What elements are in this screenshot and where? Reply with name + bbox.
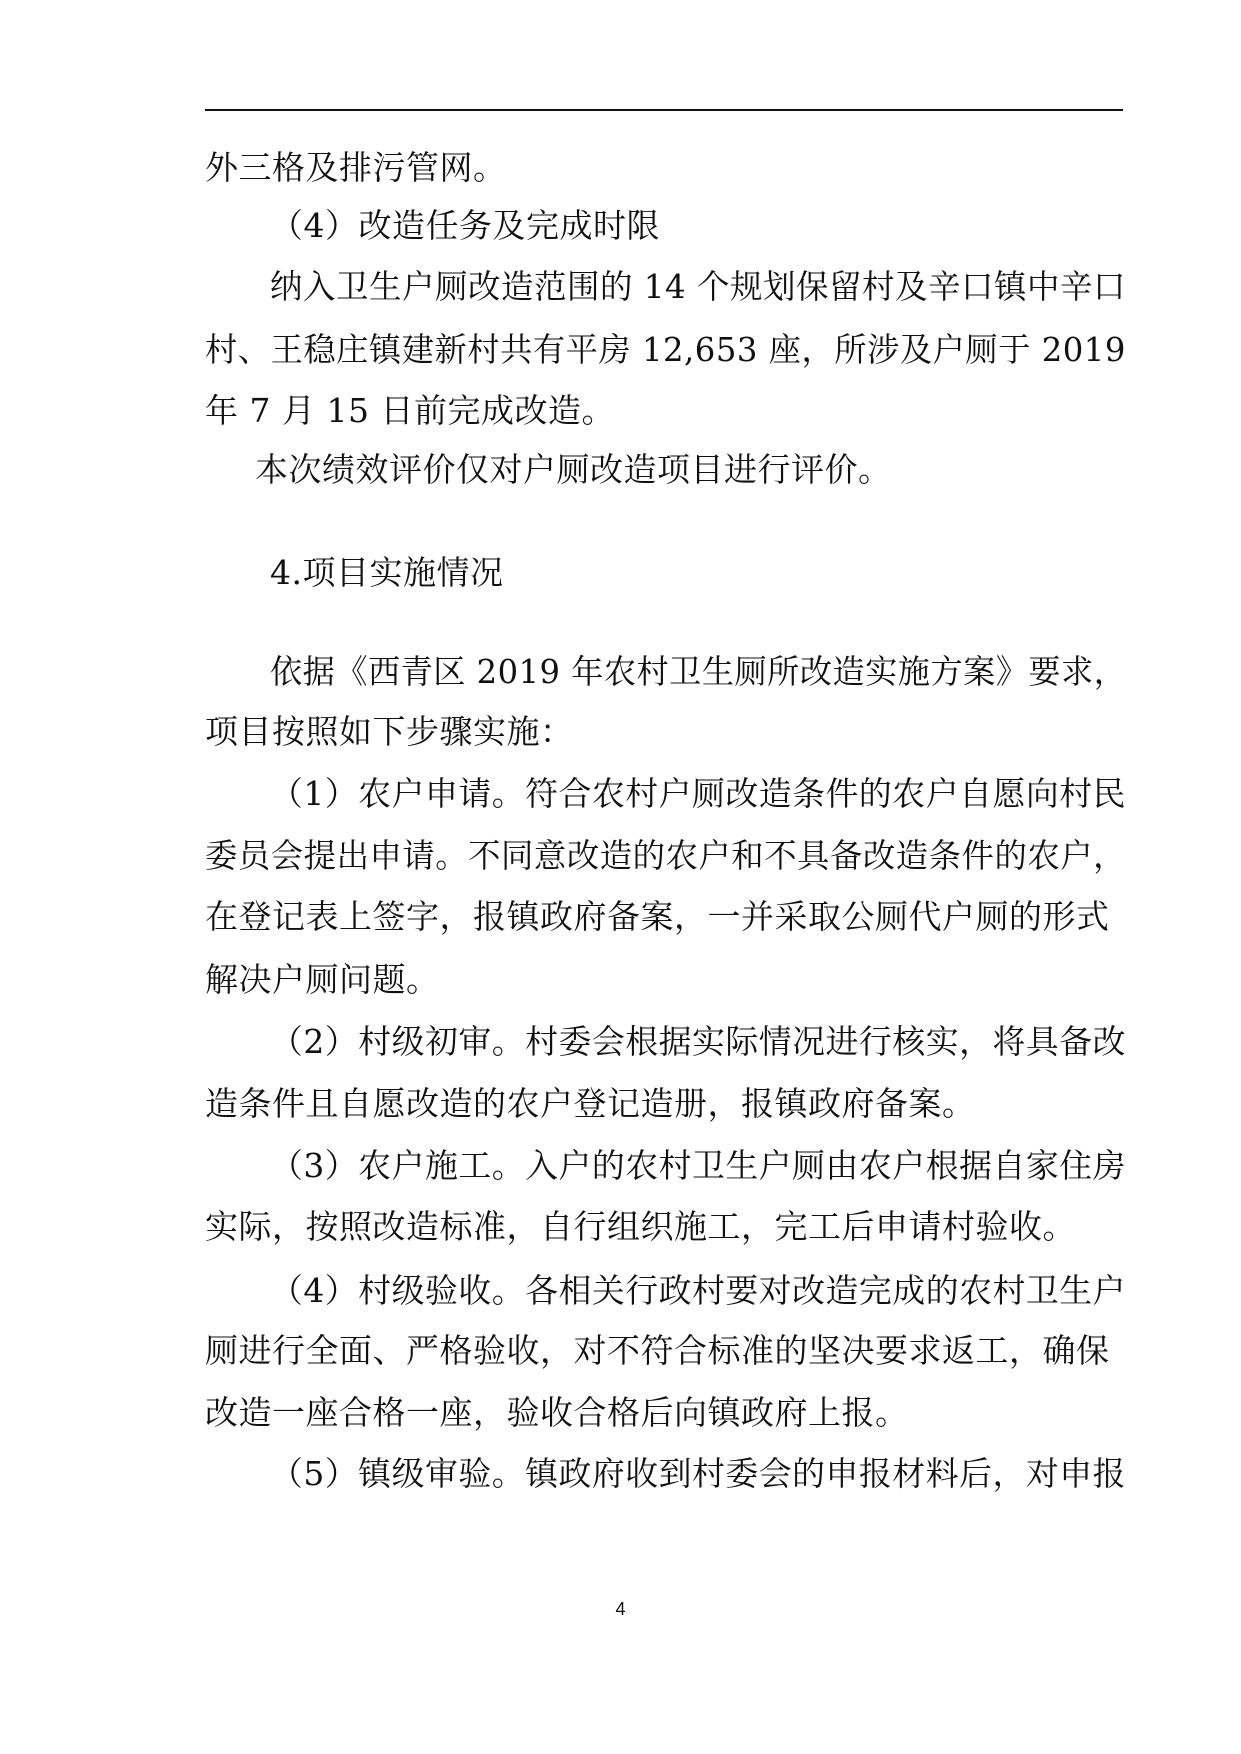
text-line: 解决户厕问题。	[205, 960, 440, 999]
text-line: 纳入卫生户厕改造范围的 14 个规划保留村及辛口镇中辛口	[270, 267, 1126, 306]
text-line: 本次绩效评价仅对户厕改造项目进行评价。	[255, 450, 892, 489]
text-line: （5）镇级审验。镇政府收到村委会的申报材料后，对申报	[270, 1454, 1126, 1493]
text-line: 依据《西青区 2019 年农村卫生厕所改造实施方案》要求，	[270, 652, 1127, 691]
text-line: 外三格及排污管网。	[205, 148, 507, 187]
text-line: 村、王稳庄镇建新村共有平房 12,653 座，所涉及户厕于 2019	[205, 330, 1126, 369]
text-line: 造条件且自愿改造的农户登记造册，报镇政府备案。	[205, 1084, 976, 1123]
section-heading: 4.项目实施情况	[270, 553, 504, 592]
text-line: 在登记表上签字，报镇政府备案，一并采取公厕代户厕的形式	[205, 897, 1110, 936]
text-line: （2）村级初审。村委会根据实际情况进行核实，将具备改	[270, 1022, 1126, 1061]
header-rule	[205, 109, 1123, 111]
text-line: 厕进行全面、严格验收，对不符合标准的坚决要求返工，确保	[205, 1331, 1110, 1370]
text-line: 改造一座合格一座，验收合格后向镇政府上报。	[205, 1393, 909, 1432]
text-line: （1）农户申请。符合农村户厕改造条件的农户自愿向村民	[270, 774, 1126, 813]
text-line: 年 7 月 15 日前完成改造。	[205, 391, 615, 430]
text-line: （3）农户施工。入户的农村卫生户厕由农户根据自家住房	[270, 1146, 1126, 1185]
text-line: （4）改造任务及完成时限	[270, 206, 660, 245]
text-line: （4）村级验收。各相关行政村要对改造完成的农村卫生户	[270, 1271, 1126, 1310]
text-line: 项目按照如下步骤实施：	[205, 712, 574, 751]
text-line: 实际，按照改造标准，自行组织施工，完工后申请村验收。	[205, 1207, 1076, 1246]
page-number: 4	[615, 1599, 626, 1619]
text-line: 委员会提出申请。不同意改造的农户和不具备改造条件的农户，	[205, 836, 1127, 875]
